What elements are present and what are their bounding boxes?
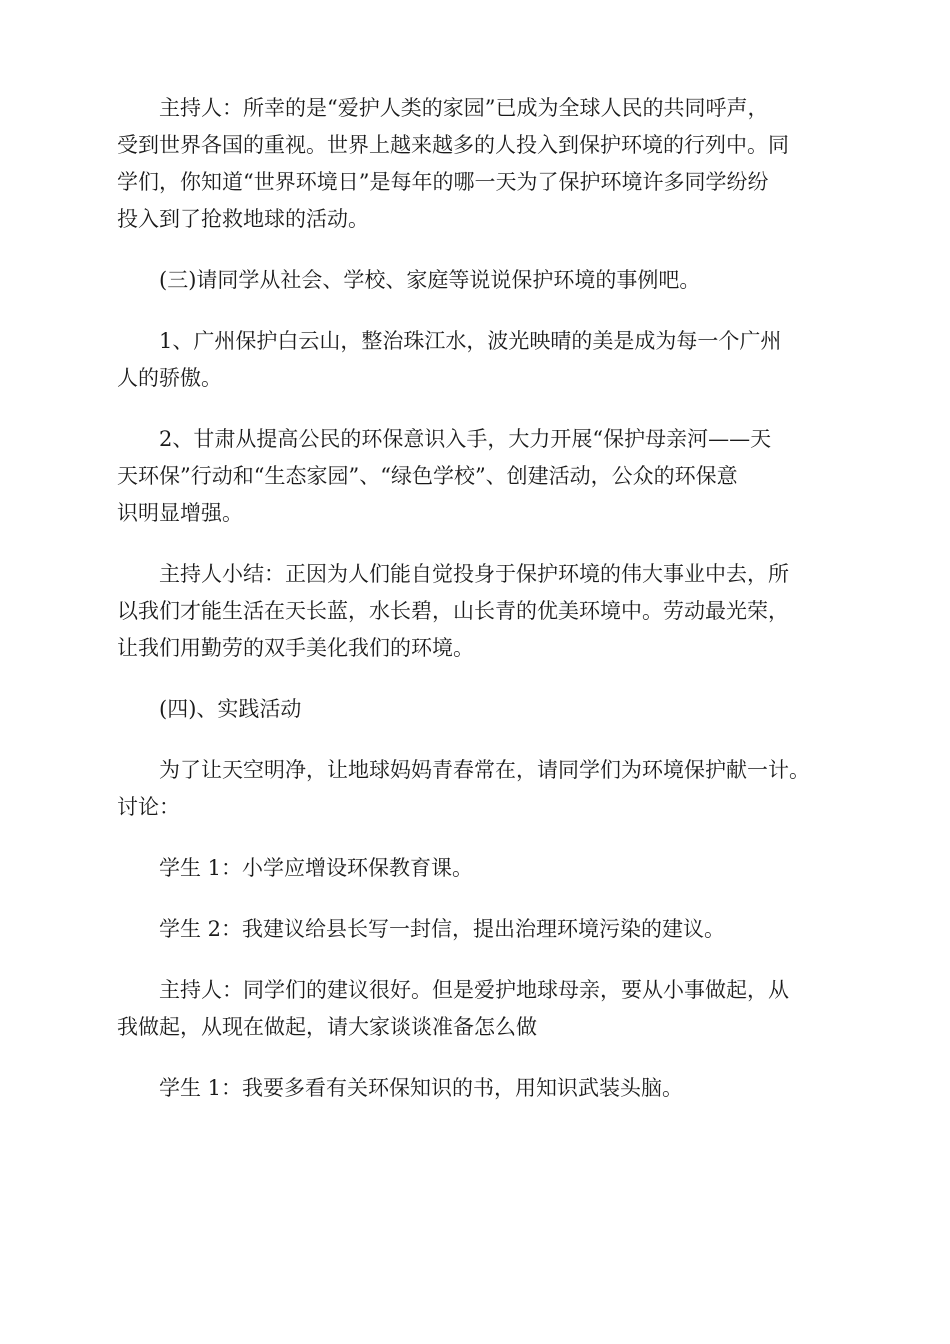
text-line: 主持人：同学们的建议很好。但是爱护地球母亲，要从小事做起，从 [159, 978, 789, 1002]
text-line: 识明显增强。 [117, 501, 243, 525]
paragraph-section-four [117, 691, 835, 728]
paragraph-section-three [117, 262, 835, 299]
text-line: 主持人小结：正因为人们能自觉投身于保护环境的伟大事业中去，所 [159, 562, 789, 586]
text-line: 以我们才能生活在天长蓝，水长碧，山长青的优美环境中。劳动最光荣， [117, 599, 789, 623]
text-line: 学生 1：我要多看有关环保知识的书，用知识武装头脑。 [159, 1076, 684, 1100]
paragraph-student-1 [117, 850, 835, 887]
text-line: 为了让天空明净，让地球妈妈青春常在，请同学们为环境保护献一计。 [159, 758, 810, 782]
text-line: 学生 1：小学应增设环保教育课。 [159, 856, 474, 880]
text-line: (三)请同学从社会、学校、家庭等说说保护环境的事例吧。 [159, 268, 701, 292]
text-line: (四)、实践活动 [159, 697, 302, 721]
paragraph-host-summary [117, 556, 835, 667]
text-line: 学生 2：我建议给县长写一封信，提出治理环境污染的建议。 [159, 917, 726, 941]
document-body [117, 90, 835, 1131]
text-line: 2、甘肃从提高公民的环保意识入手，大力开展“保护母亲河——天 [159, 427, 772, 451]
text-line: 讨论： [117, 795, 180, 819]
paragraph-example-gansu [117, 421, 835, 532]
paragraph-discussion-prompt [117, 752, 835, 826]
paragraph-example-guangzhou [117, 323, 835, 397]
text-line: 1、广州保护白云山，整治珠江水，波光映晴的美是成为每一个广州 [159, 329, 782, 353]
text-line: 我做起，从现在做起，请大家谈谈准备怎么做 [117, 1015, 537, 1039]
paragraph-student-2 [117, 911, 835, 948]
paragraph-student-1-answer [117, 1070, 835, 1107]
text-line: 让我们用勤劳的双手美化我们的环境。 [117, 636, 474, 660]
paragraph-host-response [117, 972, 835, 1046]
paragraph-host-intro [117, 90, 835, 238]
text-line: 学们，你知道“世界环境日”是每年的哪一天为了保护环境许多同学纷纷 [117, 170, 769, 194]
text-line: 天环保”行动和“生态家园”、“绿色学校”、创建活动，公众的环保意 [117, 464, 738, 488]
text-line: 人的骄傲。 [117, 366, 222, 390]
text-line: 投入到了抢救地球的活动。 [117, 207, 369, 231]
text-line: 受到世界各国的重视。世界上越来越多的人投入到保护环境的行列中。同 [117, 133, 789, 157]
text-line: 主持人：所幸的是“爱护人类的家园”已成为全球人民的共同呼声， [159, 96, 769, 120]
